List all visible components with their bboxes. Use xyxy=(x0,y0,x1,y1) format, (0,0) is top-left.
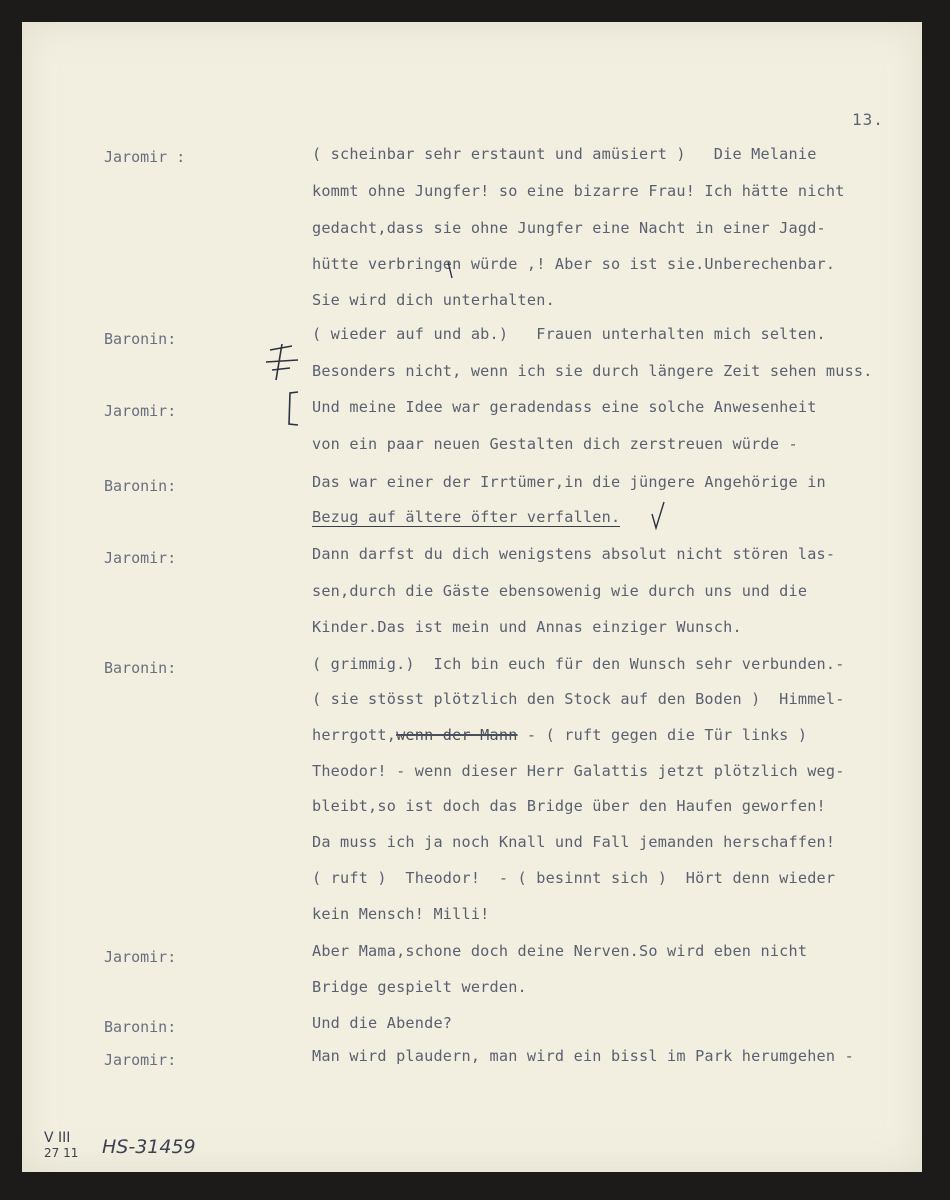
document-page xyxy=(22,22,922,1172)
struck-out-text: wenn der Mann xyxy=(396,726,518,744)
dialogue-line: Sie wird dich unterhalten. xyxy=(312,291,555,309)
speaker-label: Jaromir : xyxy=(104,148,186,166)
line-text: - ( ruft gegen die Tür links ) xyxy=(517,726,808,744)
dialogue-line: Bridge gespielt werden. xyxy=(312,978,527,996)
speaker-label: Baronin: xyxy=(104,1018,177,1036)
sheet-note-line: 27 11 xyxy=(44,1146,79,1160)
dialogue-line xyxy=(312,726,807,744)
catalog-note xyxy=(44,1130,78,1160)
dialogue-line: ( wieder auf und ab.) Frauen unterhalten mich selten. xyxy=(312,325,826,343)
dialogue-line: Man wird plaudern, man wird ein bissl im Park herumgehen - xyxy=(312,1047,854,1065)
underlined-text: Bezug auf ältere öfter verfallen. xyxy=(312,508,621,526)
dialogue-line: Kinder.Das ist mein und Annas einziger Wunsch. xyxy=(312,618,742,636)
dialogue-line: kein Mensch! Milli! xyxy=(312,905,490,923)
dialogue-line: Da muss ich ja noch Knall und Fall jemanden herschaffen! xyxy=(312,833,836,851)
dialogue-line: Besonders nicht, wenn ich sie durch längere Zeit sehen muss. xyxy=(312,362,873,380)
speaker-label: Jaromir: xyxy=(104,948,177,966)
dialogue-line: kommt ohne Jungfer! so eine bizarre Frau! Ich hätte nicht xyxy=(312,182,845,200)
line-text: herrgott, xyxy=(312,726,397,744)
speaker-label: Jaromir: xyxy=(104,1051,177,1069)
dialogue-line: Das war einer der Irrtümer,in die jüngere Angehörige in xyxy=(312,473,826,491)
dialogue-line xyxy=(312,508,620,526)
catalog-note-line: V III xyxy=(44,1130,71,1146)
dialogue-line: Und meine Idee war geradendass eine solche Anwesenheit xyxy=(312,398,817,416)
speaker-label: Jaromir: xyxy=(104,549,177,567)
dialogue-line: ( sie stösst plötzlich den Stock auf den Boden ) Himmel- xyxy=(312,690,845,708)
dialogue-line: ( grimmig.) Ich bin euch für den Wunsch sehr verbunden.- xyxy=(312,655,845,673)
dialogue-line: Dann darfst du dich wenigstens absolut nicht stören las- xyxy=(312,545,836,563)
dialogue-line: von ein paar neuen Gestalten dich zerstreuen würde - xyxy=(312,435,798,453)
speaker-label: Baronin: xyxy=(104,477,177,495)
dialogue-line: hütte verbringen würde ,! Aber so ist sie.Unberechenbar. xyxy=(312,255,836,273)
speaker-label: Baronin: xyxy=(104,330,177,348)
archive-code: HS-31459 xyxy=(102,1136,196,1158)
handwritten-comma-mark xyxy=(442,258,462,282)
speaker-label: Jaromir: xyxy=(104,402,177,420)
dialogue-line: Und die Abende? xyxy=(312,1014,453,1032)
dialogue-line: ( ruft ) Theodor! - ( besinnt sich ) Hört denn wieder xyxy=(312,869,836,887)
dialogue-line: gedacht,dass sie ohne Jungfer eine Nacht in einer Jagd- xyxy=(312,219,826,237)
handwritten-insertion-mark xyxy=(262,340,322,430)
dialogue-line: bleibt,so ist doch das Bridge über den Haufen geworfen! xyxy=(312,797,826,815)
dialogue-line: sen,durch die Gäste ebensowenig wie durch uns und die xyxy=(312,582,808,600)
dialogue-line: ( scheinbar sehr erstaunt und amüsiert ) Die Melanie xyxy=(312,145,817,163)
dialogue-line: Aber Mama,schone doch deine Nerven.So wird eben nicht xyxy=(312,942,808,960)
handwritten-check-mark xyxy=(642,496,682,536)
speaker-label: Baronin: xyxy=(104,659,177,677)
page-number: 13. xyxy=(852,110,884,129)
dialogue-line: Theodor! - wenn dieser Herr Galattis jetzt plötzlich weg- xyxy=(312,762,845,780)
